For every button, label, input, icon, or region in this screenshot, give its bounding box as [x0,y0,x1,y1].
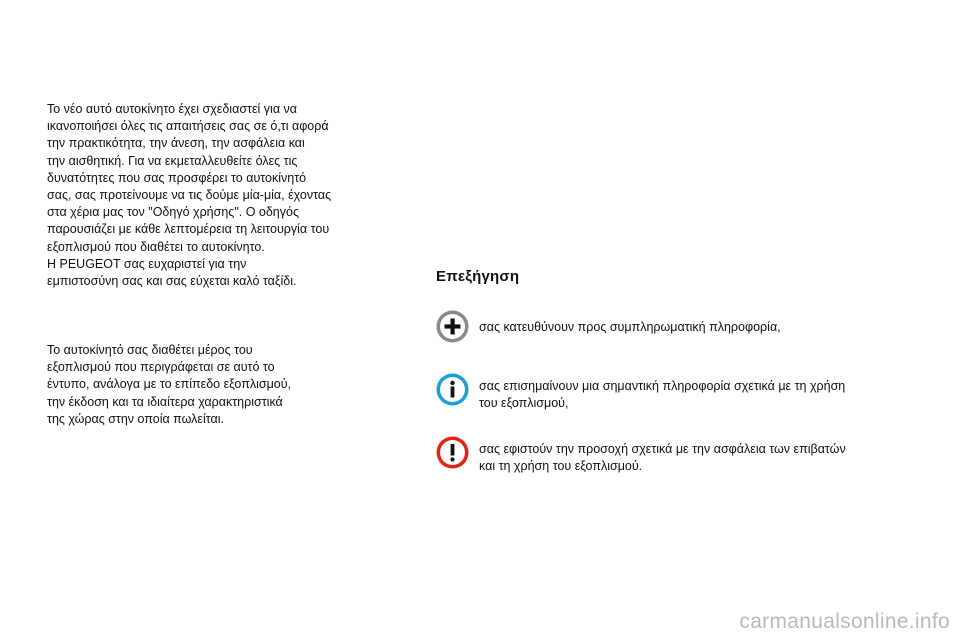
intro-section [47,101,357,426]
warning-icon [436,436,469,469]
legend-title: Επεξήγηση [436,268,520,285]
legend-text-important-info: σας επισημαίνουν μια σημαντική πληροφορία σχετικά με τη χρήση του εξοπλισμού, [479,379,846,411]
legend-text-additional-info: σας κατευθύνουν προς συμπληρωματική πληροφορία, [479,320,781,334]
legend-item-additional-info [436,310,889,343]
legend-item-important-info [436,373,889,412]
equipment-note-paragraph: Το αυτοκίνητό σας διαθέτει μέρος του εξοπλισμού που περιγράφεται σε αυτό το έντυπο, ανάλογα με το επίπεδο εξοπλισμού, την έκδοση και τα ιδιαίτερα χαρακτηριστικά της χώρας στην οποία πωλείται. [47,343,292,426]
plus-icon [436,310,469,343]
legend-item-safety-warning [436,436,889,475]
legend-section [436,268,906,474]
intro-paragraph: Το νέο αυτό αυτοκίνητο έχει σχεδιαστεί για να ικανοποιήσει όλες τις απαιτήσεις σας σε ό,τι αφορά την πρακτικότητα, την άνεση, την ασφάλεια και την αισθητική. Για να εκμεταλλευθείτε όλες τις δυνατότητες που σας προσφέρει το αυτοκίνητό σας, σας προτείνουμε να τις δούμε μία-μία, έχοντας στα χέρια μας τον "Οδηγό χρήσης". Ο οδηγός παρουσιάζει με κάθε λεπτομέρεια τη λειτουργία του εξοπλισμού που διαθέτει το αυτοκίνητο. Η PEUGEOT σας ευχαριστεί για την εμπιστοσύνη σας και σας εύχεται καλό ταξίδι. [47,102,332,289]
info-icon [436,373,469,406]
watermark: carmanualsonline.info [739,610,950,633]
legend-text-safety-warning: σας εφιστούν την προσοχή σχετικά με την ασφάλεια των επιβατών και τη χρήση του εξοπλισμού. [479,442,846,474]
